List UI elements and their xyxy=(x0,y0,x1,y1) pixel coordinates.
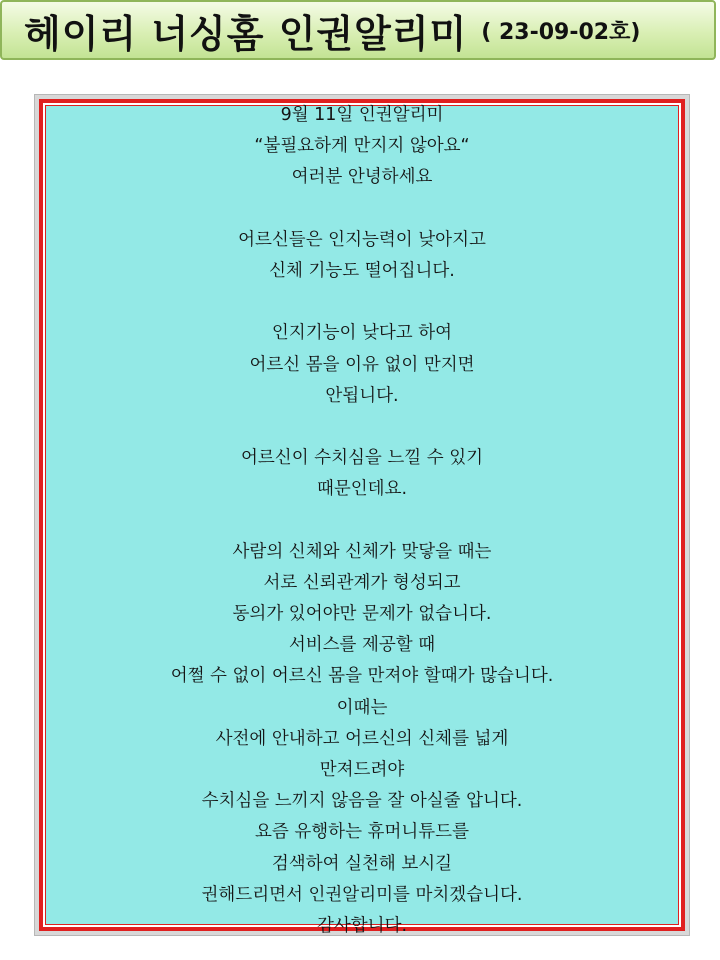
title-banner xyxy=(0,0,716,60)
letter-line: 검색하여 실천해 보시길 xyxy=(271,853,453,874)
letter-line: 어르신 몸을 이유 없이 만지면 xyxy=(249,354,475,375)
letter-line: 서비스를 제공할 때 xyxy=(288,635,436,656)
letter-date-line: 9월 11일 인권알리미 xyxy=(280,105,444,125)
letter-frame xyxy=(34,94,690,936)
letter-body xyxy=(46,100,678,942)
letter-subject-line: “불필요하게 만지지 않아요“ xyxy=(254,136,470,157)
letter-closing-line: 감사합니다. xyxy=(316,915,408,936)
letter-line: 안됩니다. xyxy=(325,385,399,406)
letter-line: 신체 기능도 떨어집니다. xyxy=(269,260,455,281)
letter-line: 동의가 있어야만 문제가 없습니다. xyxy=(232,604,492,624)
letter-line: 사람의 신체와 신체가 맞닿을 때는 xyxy=(232,541,492,562)
letter-blank-line xyxy=(46,412,678,443)
letter-blank-line xyxy=(46,505,678,536)
letter-line: 어쩔 수 없이 어르신 몸을 만져야 할때가 많습니다. xyxy=(170,666,554,687)
letter-blank-line xyxy=(46,287,678,318)
letter-line: 인지기능이 낮다고 하여 xyxy=(271,323,453,344)
letter-line: 어르신들은 인지능력이 낮아지고 xyxy=(238,229,486,250)
letter-line: 권해드리면서 인권알리미를 마치겠습니다. xyxy=(201,884,523,905)
letter-line: 때문인데요. xyxy=(316,479,408,500)
letter-line: 이때는 xyxy=(336,697,388,718)
page-title: 헤이리 너싱홈 인권알리미 xyxy=(24,11,468,56)
letter-blank-line xyxy=(46,194,678,225)
letter-line: 요즘 유행하는 휴머니튜드를 xyxy=(255,822,469,843)
issue-number: ( 23-09-02호) xyxy=(481,19,641,45)
letter-line: 서로 신뢰관계가 형성되고 xyxy=(263,572,461,593)
letter-line: 수치심을 느끼지 않음을 잘 아실줄 압니다. xyxy=(201,791,523,812)
letter-border xyxy=(39,99,685,936)
letter-line: 만져드려야 xyxy=(319,759,405,780)
letter-greeting-line: 여러분 안녕하세요 xyxy=(291,167,433,188)
letter-line: 어르신이 수치심을 느낄 수 있기 xyxy=(240,448,483,469)
letter-line: 사전에 안내하고 어르신의 신체를 넓게 xyxy=(215,728,509,749)
letter-panel xyxy=(45,105,679,936)
